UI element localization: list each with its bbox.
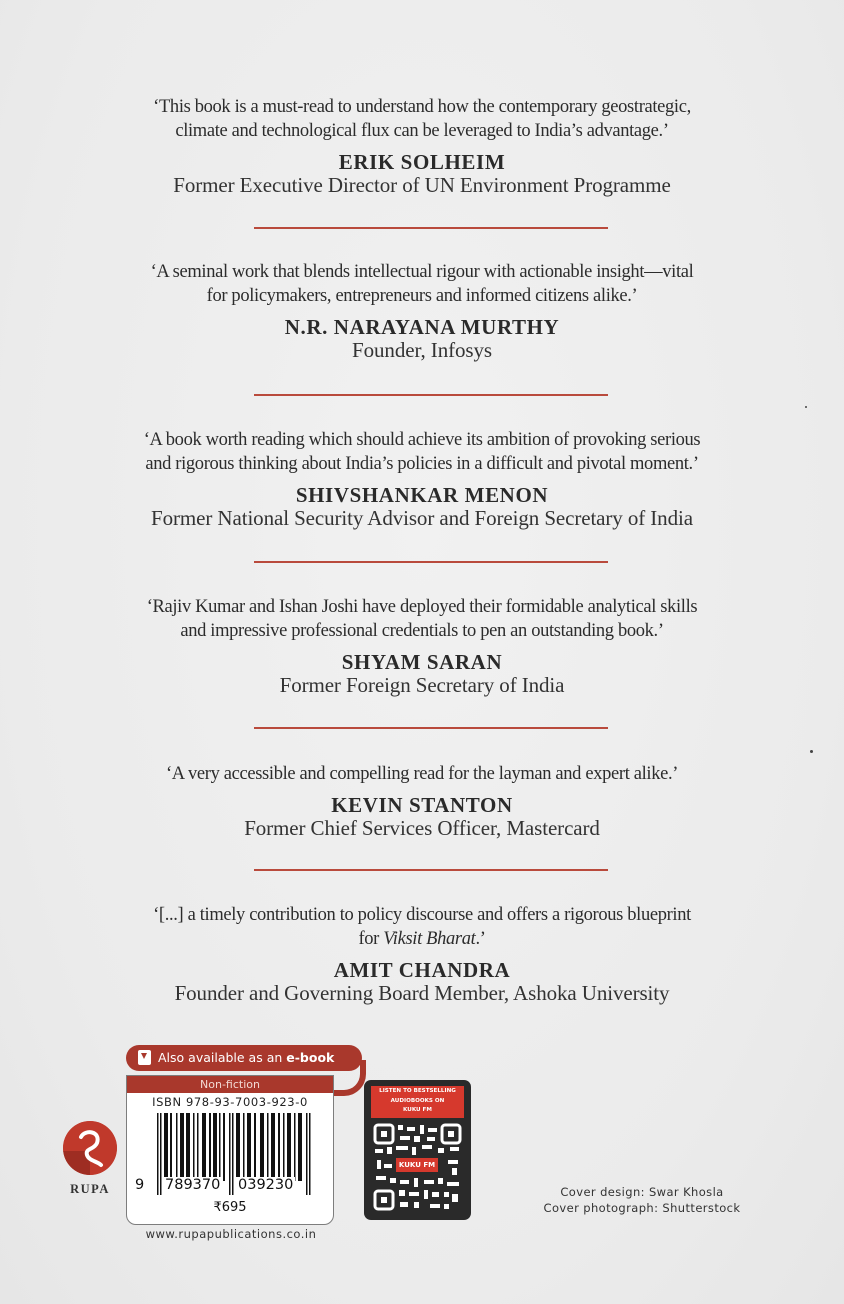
price: ₹695: [213, 1200, 247, 1215]
quote-line: ‘A book worth reading which should achieve its ambition of provoking serious: [143, 430, 701, 450]
qr-header-line: LISTEN TO BESTSELLING: [379, 1088, 456, 1094]
cover-credits: [520, 1184, 764, 1216]
blurb-quote: [0, 903, 844, 951]
blurb-kevin-stanton: [0, 762, 844, 840]
quote-line: ‘[...] a timely contribution to policy discourse and offers a rigorous blueprint: [153, 905, 691, 925]
rupa-logo-icon: [63, 1121, 117, 1175]
barcode-digits-left: 789370: [165, 1177, 221, 1193]
quote-line: ‘A seminal work that blends intellectual rigour with actionable insight—vital: [150, 262, 694, 282]
blurb-shyam-saran: [0, 595, 844, 697]
blurb-narayana-murthy: [0, 260, 844, 362]
quote-line: ‘A very accessible and compelling read for the layman and expert alike.’: [165, 764, 679, 784]
barcode-digits-right: 039230: [238, 1177, 294, 1193]
endorser-name: SHYAM SARAN: [341, 650, 503, 674]
blurb-amit-chandra: [0, 903, 844, 1005]
blurb-quote: [0, 762, 844, 786]
endorser-role: Founder and Governing Board Member, Ashoka University: [174, 981, 670, 1005]
divider: [254, 227, 608, 229]
ebook-text: [158, 1045, 334, 1071]
quote-italic-title: Viksit Bharat: [383, 929, 476, 949]
isbn-text: ISBN 978-93-7003-923-0: [152, 1095, 308, 1109]
ebook-prefix: Also available as an: [158, 1050, 287, 1065]
divider: [254, 727, 608, 729]
download-icon: [138, 1050, 151, 1065]
publisher-website[interactable]: www.rupapublications.co.in: [145, 1227, 317, 1241]
endorser-name: ERIK SOLHEIM: [338, 150, 506, 174]
barcode-digit-first: 9: [135, 1177, 145, 1193]
category-label: Non-fiction: [127, 1076, 333, 1093]
ebook-availability-banner: [126, 1045, 362, 1071]
endorser-role: Former Chief Services Officer, Mastercard: [244, 816, 600, 840]
quote-line: and impressive professional credentials to pen an outstanding book.’: [180, 621, 664, 641]
blurb-quote: [0, 428, 844, 476]
endorser-role: Former National Security Advisor and Foreign Secretary of India: [151, 506, 693, 530]
ebook-bold: e-book: [286, 1050, 335, 1065]
qr-header: [371, 1086, 464, 1118]
divider: [254, 869, 608, 871]
divider: [254, 561, 608, 563]
blurb-shivshankar-menon: [0, 428, 844, 530]
divider: [254, 394, 608, 396]
quote-line: ‘This book is a must-read to understand how the contemporary geostrategic,: [153, 97, 691, 117]
kuku-fm-qr-card[interactable]: [364, 1080, 471, 1220]
blurb-quote: [0, 260, 844, 308]
blurb-erik-solheim: [0, 95, 844, 197]
endorser-role: Founder, Infosys: [352, 338, 492, 362]
qr-header-line: AUDIOBOOKS ON: [390, 1097, 445, 1104]
endorser-name: KEVIN STANTON: [331, 793, 513, 817]
qr-header-line: KUKU FM: [403, 1107, 432, 1113]
paper-speck: [805, 406, 807, 408]
publisher-name: RUPA: [70, 1182, 110, 1196]
cover-photo-credit: Cover photograph: Shutterstock: [543, 1201, 741, 1215]
quote-line: ‘Rajiv Kumar and Ishan Joshi have deployed their formidable analytical skills: [146, 597, 698, 617]
blurb-quote: [0, 95, 844, 143]
endorser-name: SHIVSHANKAR MENON: [295, 483, 549, 507]
cover-design-credit: Cover design: Swar Khosla: [560, 1185, 724, 1199]
quote-line: for policymakers, entrepreneurs and informed citizens alike.’: [206, 286, 638, 306]
kuku-fm-logo: KUKU FM: [396, 1158, 438, 1172]
quote-line: climate and technological flux can be leveraged to India’s advantage.’: [175, 121, 669, 141]
barcode-panel: [126, 1075, 334, 1225]
quote-text: for: [358, 929, 384, 949]
endorser-role: Former Foreign Secretary of India: [279, 673, 565, 697]
quote-line: and rigorous thinking about India’s policies in a difficult and pivotal moment.’: [145, 454, 699, 474]
endorser-role: Former Executive Director of UN Environment Programme: [173, 173, 671, 197]
quote-text: .’: [475, 929, 486, 949]
paper-speck: [810, 750, 813, 753]
endorser-name: AMIT CHANDRA: [333, 958, 511, 982]
quote-line: [0, 927, 844, 951]
blurb-quote: [0, 595, 844, 643]
endorser-name: N.R. NARAYANA MURTHY: [284, 315, 560, 339]
